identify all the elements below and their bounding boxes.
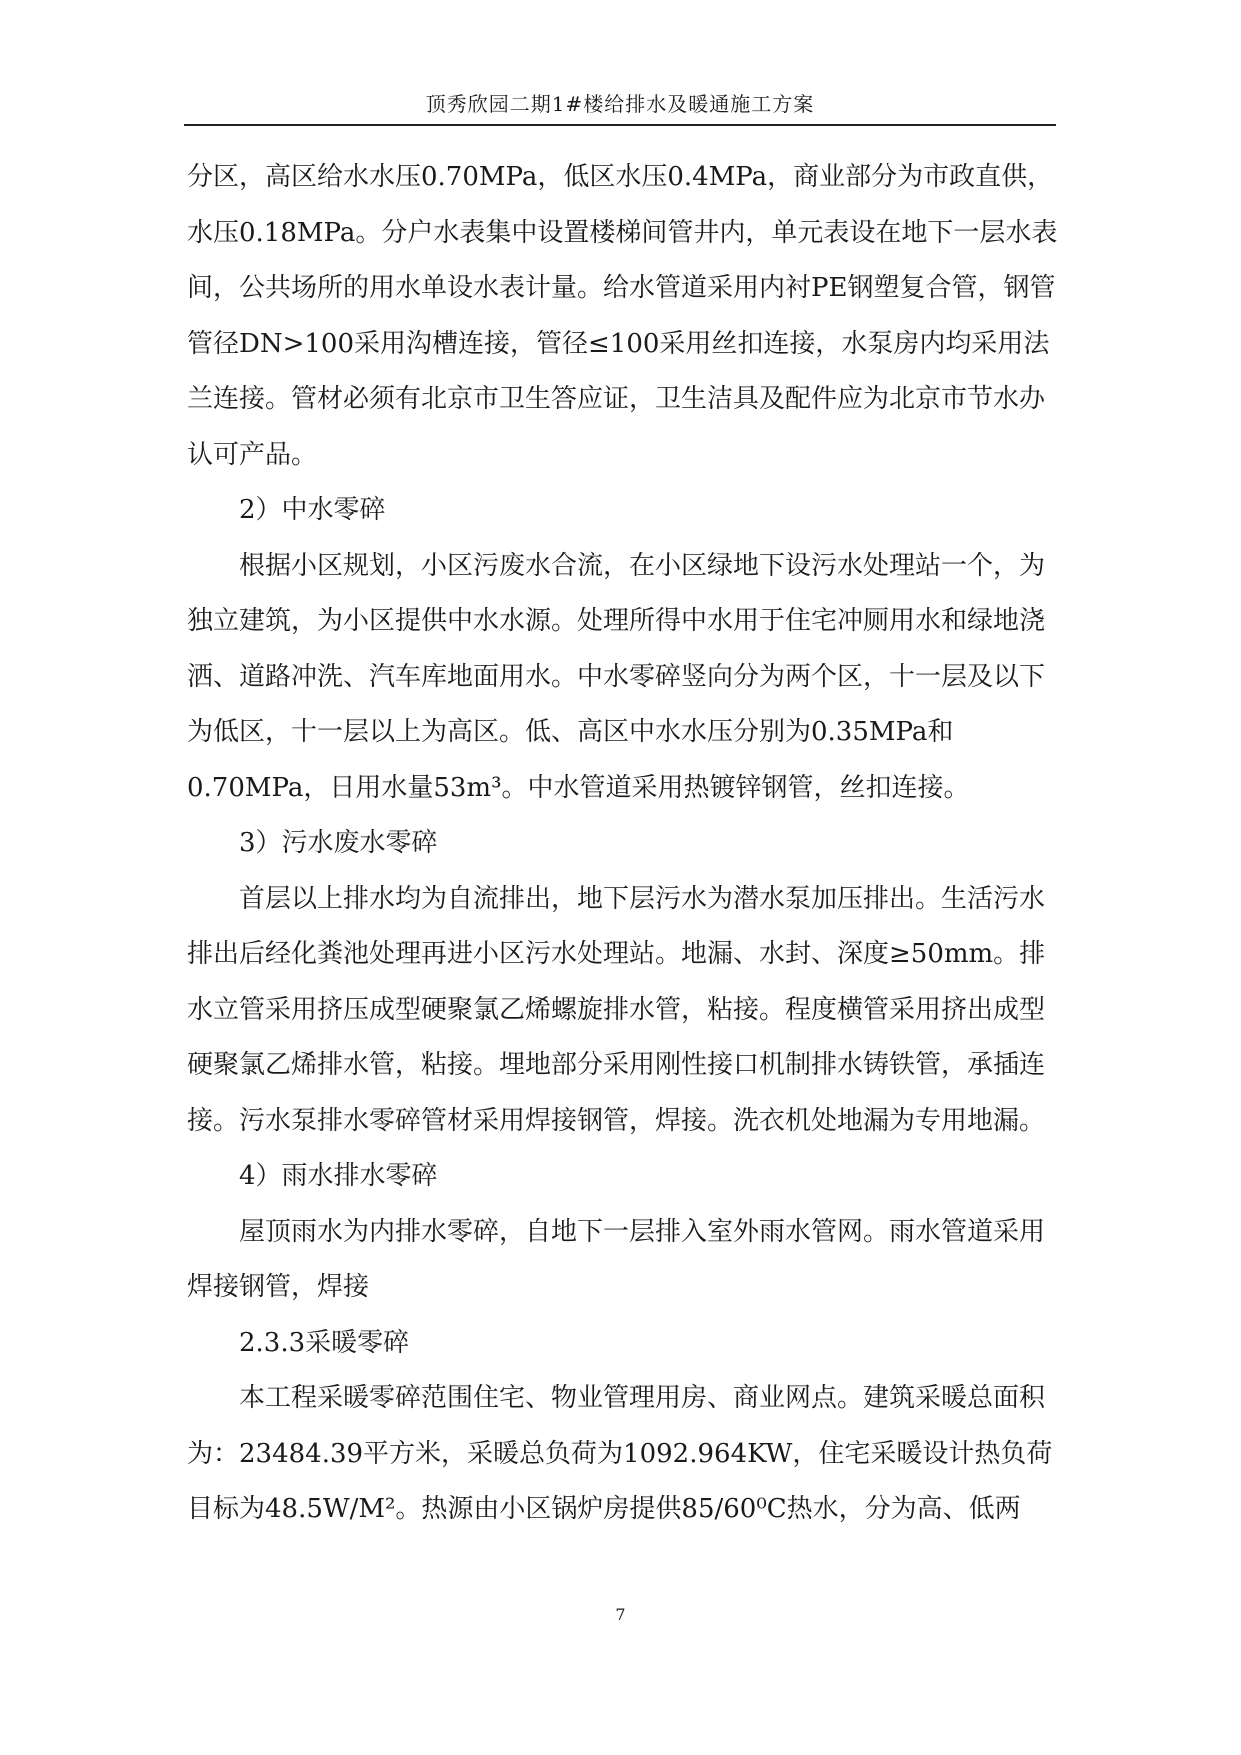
page-number: 7 — [615, 1605, 626, 1624]
paragraph-rainwater: 屋顶雨水为内排水零碎，自地下一层排入室外雨水管网。雨水管道采用焊接钢管，焊接 — [187, 1216, 1046, 1302]
document-body — [187, 150, 1059, 1538]
paragraph-heating: 本工程采暖零碎范围住宅、物业管理用房、商业网点。建筑采暖总面积为：23484.39平方米，采暖总负荷为1092.964KW，住宅采暖设计热负荷目标为48.5W/M²。热源由小区锅炉房提供85/60⁰C热水，分为高、低两 — [187, 1383, 1053, 1524]
section-heading-rainwater: 4）雨水排水零碎 — [239, 1161, 438, 1191]
section-heading-heating: 2.3.3采暖零碎 — [239, 1327, 410, 1358]
header-divider — [184, 124, 1056, 126]
section-heading-sewage: 3）污水废水零碎 — [239, 828, 438, 858]
running-header: 顶秀欣园二期1#楼给排水及暖通施工方案 — [425, 92, 815, 116]
paragraph-sewage: 首层以上排水均为自流排出，地下层污水为潜水泵加压排出。生活污水排出后经化粪池处理再进小区污水处理站。地漏、水封、深度≥50mm。排水立管采用挤压成型硬聚氯乙烯螺旋排水管，粘接。程度横管采用挤出成型硬聚氯乙烯排水管，粘接。埋地部分采用刚性接口机制排水铸铁管，承插连接。污水泵排水零碎管材采用焊接钢管，焊接。洗衣机处地漏为专用地漏。 — [187, 883, 1046, 1136]
section-heading-reclaimed-water: 2）中水零碎 — [239, 495, 386, 525]
paragraph-reclaimed-water: 根据小区规划，小区污废水合流，在小区绿地下设污水处理站一个，为独立建筑，为小区提供中水水源。处理所得中水用于住宅冲厕用水和绿地浇洒、道路冲洗、汽车库地面用水。中水零碎竖向分为两个区，十一层及以下为低区，十一层以上为高区。低、高区中水水压分别为0.35MPa和0.70MPa，日用水量53m³。中水管道采用热镀锌钢管，丝扣连接。 — [187, 550, 1046, 803]
paragraph-water-supply-continued: 分区，高区给水水压0.70MPa，低区水压0.4MPa，商业部分为市政直供，水压0.18MPa。分户水表集中设置楼梯间管井内，单元表设在地下一层水表间，公共场所的用水单设水表计量。给水管道采用内衬PE钢塑复合管，钢管管径DN>100采用沟槽连接，管径≤100采用丝扣连接，水泵房内均采用法兰连接。管材必须有北京市卫生答应证，卫生洁具及配件应为北京市节水办认可产品。 — [187, 162, 1058, 470]
